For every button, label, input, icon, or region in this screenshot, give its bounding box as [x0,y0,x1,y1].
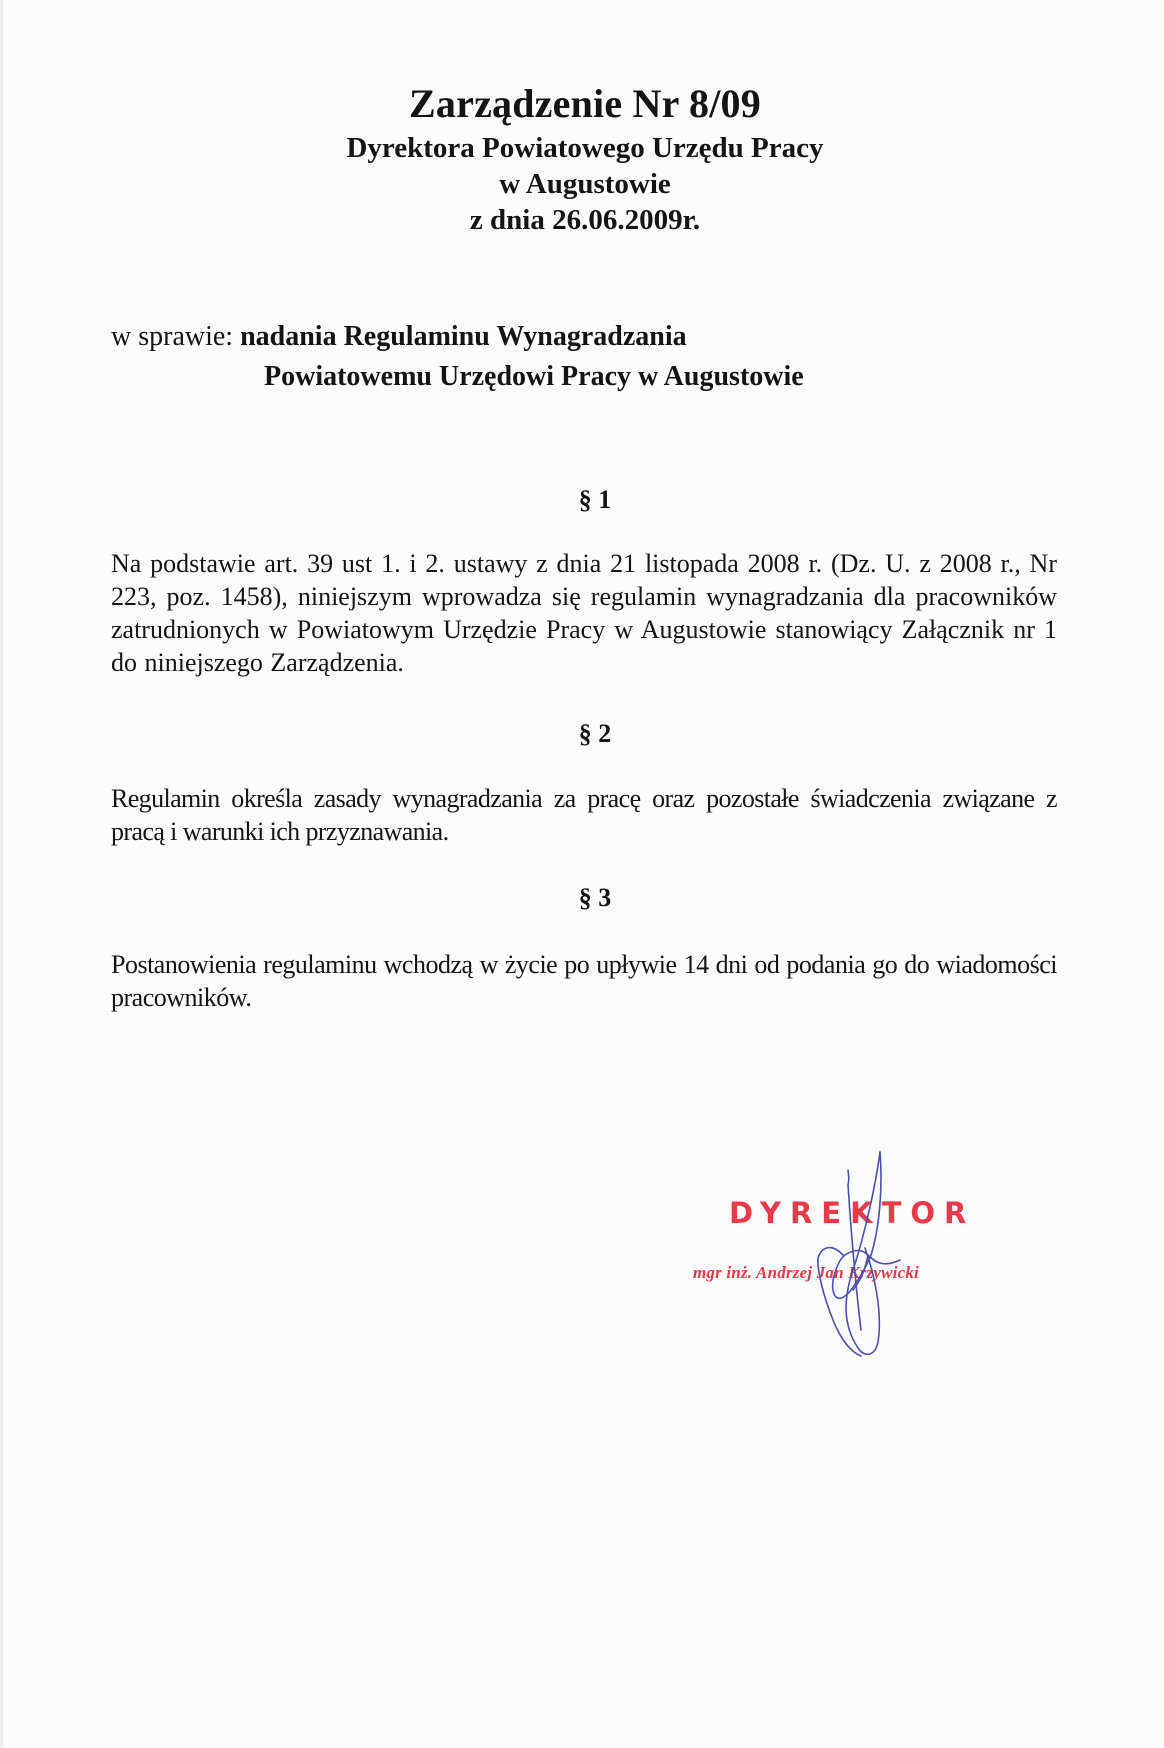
document-title: Zarządzenie Nr 8/09 [409,81,761,126]
section-text-1: Na podstawie art. 39 ust 1. i 2. ustawy z dnia 21 listopada 2008 r. (Dz. U. z 2008 r., Nr 223, poz. 1458), niniejszym wprowadza się regulamin wynagradzania dla pracowników zatrudnionych w Powiatowym Urzędzie Pracy w Augustowie stanowiący Załącznik nr 1 do niniejszego Zarządzenia. [111,549,1057,677]
subject-text-continued: Powiatowemu Urzędowi Pracy w Augustowie [264,361,804,392]
handwritten-signature [693,1130,993,1370]
document-date: z dnia 26.06.2009r. [469,204,701,236]
section-heading-3: § 3 [578,883,612,912]
subject-line [111,318,687,356]
section-text-2: Regulamin określa zasady wynagradzania za pracę oraz pozostałe świadczenia związane z pracą i warunki ich przyznawania. [111,784,1057,846]
section-heading-1: § 1 [578,485,612,514]
stamp-title: DYREKTOR [729,1196,976,1230]
issuer-location: w Augustowie [499,168,671,200]
signature-stroke [848,1170,861,1330]
section-heading-2: § 2 [578,719,612,748]
director-stamp [693,1130,993,1370]
signature-stroke [845,1250,900,1263]
subject-label: w sprawie: [111,321,234,352]
signature-stroke [846,1152,880,1354]
stamp-name: mgr inż. Andrzej Jan Krzywicki [693,1263,919,1282]
section-text-3: Postanowienia regulaminu wchodzą w życie po upływie 14 dni od podania go do wiadomości pracowników. [111,950,1057,1012]
issuer-line: Dyrektora Powiatowego Urzędu Pracy [346,132,824,164]
subject-text: nadania Regulaminu Wynagradzania [240,321,687,352]
